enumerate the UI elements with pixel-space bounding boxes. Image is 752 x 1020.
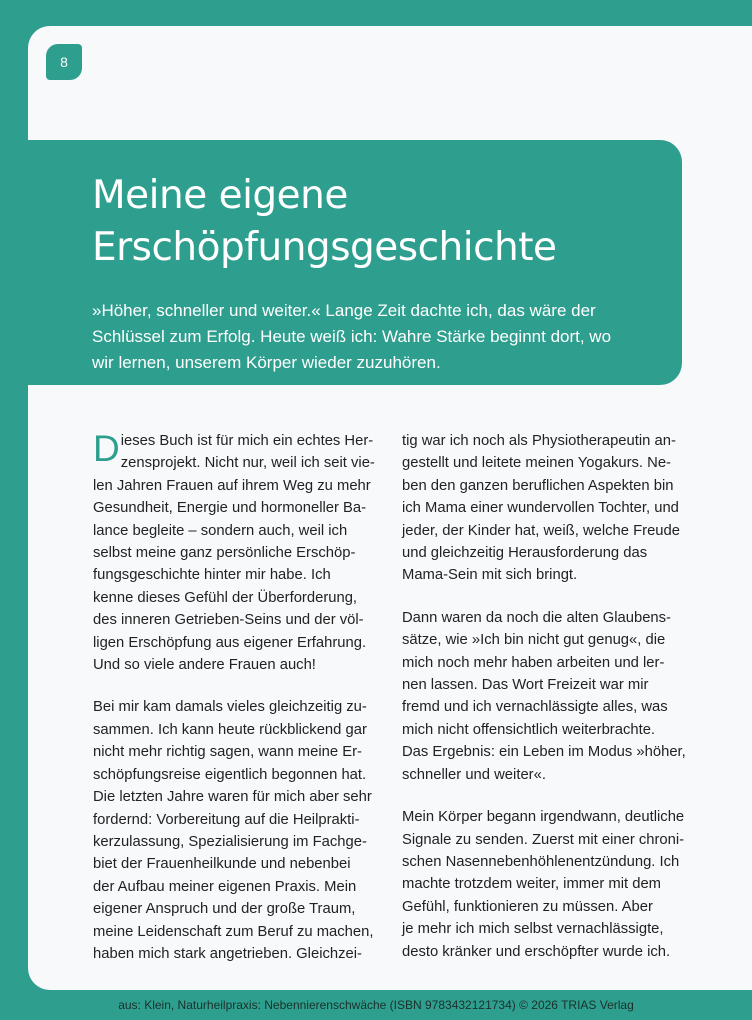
text-line: Das Ergebnis: ein Leben im Modus »höher, xyxy=(402,744,686,761)
paragraph xyxy=(93,430,383,676)
text-line: mich nicht offensichtlich weiterbrachte. xyxy=(402,721,656,738)
text-line: Dann waren da noch die alten Glaubens- xyxy=(402,609,671,626)
copyright-footer: aus: Klein, Naturheilpraxis: Nebennierenschwäche (ISBN 9783432121734) © 2026 TRIAS Verlag xyxy=(118,998,634,1012)
text-line: gestellt und leitete meinen Yogakurs. Ne- xyxy=(402,455,671,472)
text-line: fremd und ich vernachlässigte alles, was xyxy=(402,699,668,716)
text-line: haben mich stark angetrieben. Gleichzei- xyxy=(93,945,362,962)
intro-line: »Höher, schneller und weiter.« Lange Zeit dachte ich, das wäre der xyxy=(92,301,596,320)
chapter-header xyxy=(28,140,682,385)
text-line: nicht mehr richtig sagen, wann meine Er- xyxy=(93,744,362,761)
text-line: fordernd: Vorbereitung auf die Heilprakti- xyxy=(93,811,360,828)
text-line: selbst meine ganz persönliche Erschöp- xyxy=(93,545,356,562)
text-line: mich noch mehr haben arbeiten und ler- xyxy=(402,654,665,671)
paragraph xyxy=(93,696,383,965)
chapter-title xyxy=(92,170,557,274)
text-line: ieses Buch ist für mich ein echtes Her- xyxy=(120,433,374,449)
text-line: kerzulassung, Spezialisierung im Fachge- xyxy=(93,833,367,850)
text-line: des inneren Getrieben-Seins und der völ- xyxy=(93,612,364,629)
text-line: Gesundheit, Energie und hormoneller Ba- xyxy=(93,500,367,517)
text-line: je mehr ich mich selbst vernachlässigte, xyxy=(402,921,664,938)
text-line: tig war ich noch als Physiotherapeutin an- xyxy=(402,433,676,449)
text-line: Bei mir kam damals vieles gleichzeitig zu- xyxy=(93,699,367,716)
text-line: biet der Frauenheilkunde und nebenbei xyxy=(93,856,351,873)
text-column-right xyxy=(402,430,722,983)
text-line: und gleichzeitig Herausforderung das xyxy=(402,545,648,562)
text-line: Die letzten Jahre waren für mich aber sehr xyxy=(93,789,372,806)
chapter-title-line: Erschöpfungsgeschichte xyxy=(92,225,557,270)
drop-cap: D xyxy=(93,428,120,469)
text-line: kenne dieses Gefühl der Überforderung, xyxy=(93,589,358,606)
text-line: schen Nasennebenhöhlenentzündung. Ich xyxy=(402,853,680,870)
chapter-intro xyxy=(92,298,611,376)
text-line: ligen Erschöpfung aus eigener Erfahrung. xyxy=(93,634,367,651)
text-line: Signale zu senden. Zuerst mit einer chroni- xyxy=(402,831,685,848)
page-number-badge: 8 xyxy=(46,44,82,80)
text-line: ich Mama einer wundervollen Tochter, und xyxy=(402,500,679,517)
intro-line: Schlüssel zum Erfolg. Heute weiß ich: Wahre Stärke beginnt dort, wo xyxy=(92,327,612,346)
intro-line: wir lernen, unserem Körper wieder zuzuhören. xyxy=(92,353,441,372)
text-line: Mama-Sein mit sich bringt. xyxy=(402,567,578,584)
text-line: der Aufbau meiner eigenen Praxis. Mein xyxy=(93,878,357,895)
text-line: nen lassen. Das Wort Freizeit war mir xyxy=(402,677,649,694)
text-line: sammen. Ich kann heute rückblickend gar xyxy=(93,721,367,738)
text-line: lance begleite – sondern auch, weil ich xyxy=(93,522,348,539)
text-line: sätze, wie »Ich bin nicht gut genug«, die xyxy=(402,632,666,649)
text-line: ben den ganzen beruflichen Aspekten bin xyxy=(402,477,674,494)
paragraph xyxy=(402,806,722,963)
text-line: Gefühl, funktionieren zu müssen. Aber xyxy=(402,898,653,915)
text-line: fungsgeschichte hinter mir habe. Ich xyxy=(93,567,331,584)
text-line: desto kränker und erschöpfter wurde ich. xyxy=(402,943,671,960)
paragraph xyxy=(402,607,722,786)
text-line: meine Leidenschaft zum Beruf zu machen, xyxy=(93,923,374,940)
text-line: jeder, der Kinder hat, weiß, welche Freude xyxy=(402,522,680,539)
chapter-title-line: Meine eigene xyxy=(92,173,348,218)
text-line: Und so viele andere Frauen auch! xyxy=(93,657,316,674)
text-line: len Jahren Frauen auf ihrem Weg zu mehr xyxy=(93,477,371,494)
text-line: schneller und weiter«. xyxy=(402,766,546,783)
text-column-left xyxy=(93,430,383,985)
text-line: machte trotzdem weiter, immer mit dem xyxy=(402,876,662,893)
text-line: eigener Anspruch und der große Traum, xyxy=(93,901,356,918)
text-line: schöpfungsreise eigentlich begonnen hat. xyxy=(93,766,367,783)
paragraph xyxy=(402,430,722,587)
text-line: Mein Körper begann irgendwann, deutliche xyxy=(402,809,685,826)
text-line: zensprojekt. Nicht nur, weil ich seit vie- xyxy=(120,455,375,472)
